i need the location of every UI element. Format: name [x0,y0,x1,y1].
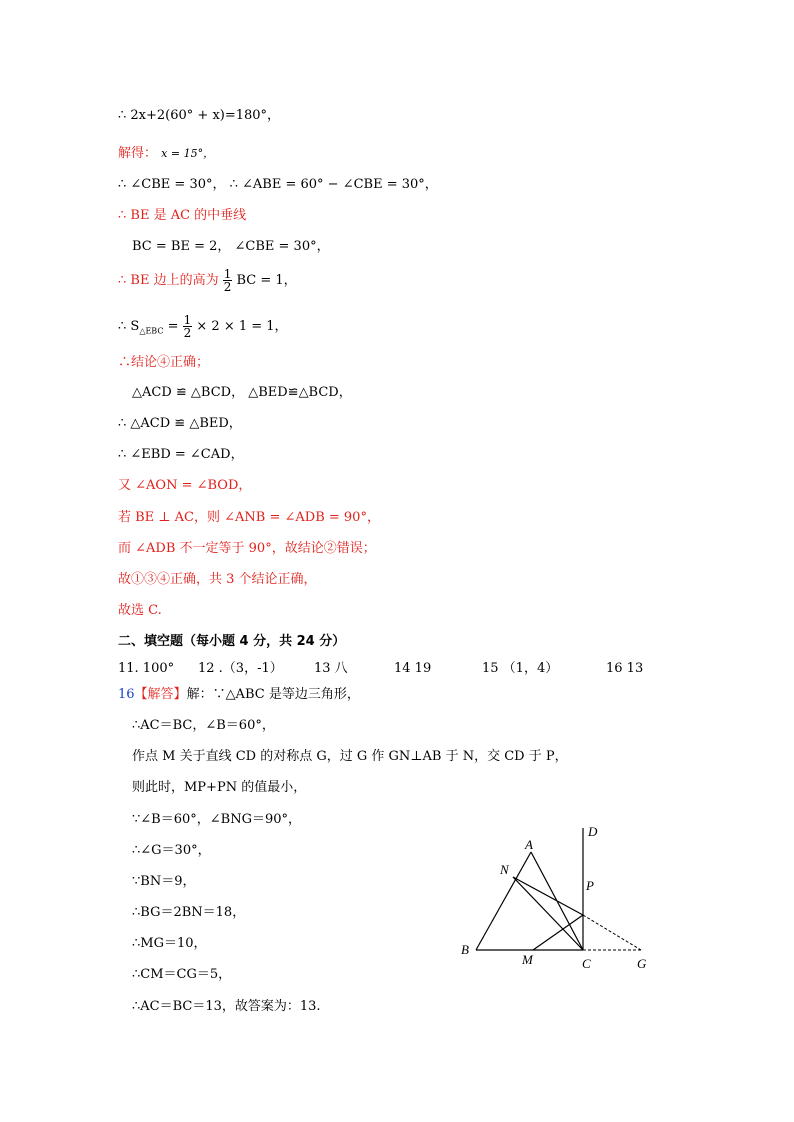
equation-line: ∴ 2x+2(60° + x)=180°， [118,108,281,123]
height-line [118,268,297,293]
conclusion-2-line: 而 ∠ADB 不一定等于 90°，故结论②错误； [118,541,376,556]
solve-line [118,146,214,162]
summary-line: 故①③④正确，共 3 个结论正确， [118,572,317,587]
answer-tag: 【解答】 [134,687,187,702]
perpendicular-line: 若 BE ⊥ AC，则 ∠ANB = ∠ADB = 90°， [118,510,380,525]
solution-step-9: ∴CM＝CG＝5， [132,967,232,982]
solution-heading [118,687,360,703]
answer-row [118,661,678,677]
area-symbol: ∴ S [118,319,140,334]
answer-12: 12 .（3，-1） [198,661,283,676]
fraction-numerator: 1 [223,267,232,281]
area-line [118,314,288,340]
fraction-denominator: 2 [223,280,232,294]
congruence-result-line: ∴ △ACD ≌ △BED， [118,416,242,431]
area-eq: = [163,319,183,334]
fraction-numerator-2: 1 [183,313,192,327]
answer-11: 11. 100° [118,661,175,676]
solution-step-5: ∴∠G＝30°， [132,843,211,858]
answer-16: 16 13 [606,661,644,676]
answer-15: 15 （1，4） [482,661,559,676]
label-n: N [500,862,509,877]
solution-step-2: 作点 M 关于直线 CD 的对称点 G，过 G 作 GN⊥AB 于 N，交 CD 于 P， [132,749,568,764]
area-value: × 2 × 1 = 1， [196,319,288,334]
solution-step-7: ∴BG＝2BN＝18， [132,905,246,920]
solution-step-3: 则此时，MP+PN 的值最小， [132,780,307,795]
solution-step-6: ∵BN＝9， [132,874,196,889]
conclusion-4-line: ∴结论④正确； [118,355,210,370]
solution-step-4: ∵∠B＝60°，∠BNG＝90°， [132,812,302,827]
fraction-denominator-2: 2 [183,326,192,340]
fraction-half-2 [183,314,193,339]
vertical-angle-line: 又 ∠AON = ∠BOD， [118,478,252,493]
answer-line: 故选 C. [118,603,162,618]
fraction-half [223,268,233,293]
congruence-line: △ACD ≌ △BCD， △BED≌△BCD， [132,385,352,400]
label-a: A [525,837,533,852]
label-b: B [461,942,469,957]
height-value: BC = 1， [236,273,297,288]
label-p: P [586,878,594,893]
bisector-line: ∴ BE 是 AC 的中垂线 [118,208,247,223]
solve-label: 解得： [118,146,158,161]
segment-mp [533,915,583,950]
solution-intro: 解：∵△ABC 是等边三角形， [186,687,360,702]
label-m: M [522,952,533,967]
height-text: ∴ BE 边上的高为 [118,273,219,288]
answer-14: 14 19 [394,661,432,676]
solution-step-8: ∴MG＝10， [132,936,207,951]
label-d: D [588,824,598,839]
equal-sides-line: BC = BE = 2， ∠CBE = 30°， [132,239,330,254]
label-g: G [637,956,647,971]
segment-np [513,877,583,915]
solution-step-10: ∴AC＝BC＝13，故答案为：13. [132,999,321,1014]
solution-step-1: ∴AC＝BC，∠B＝60°， [132,718,275,733]
area-subscript: △EBC [139,326,164,336]
solve-value: x = 15°， [161,147,215,160]
angle-line: ∴ ∠CBE = 30°， ∴ ∠ABE = 60° − ∠CBE = 30°， [118,177,438,192]
geometry-figure [455,822,665,972]
label-c: C [582,956,591,971]
question-number: 16 [118,687,135,702]
segment-pg [583,915,641,950]
section-heading: 二、填空题（每小题 4 分，共 24 分） [118,634,346,649]
answer-13: 13 八 [314,661,348,676]
angle-equal-line: ∴ ∠EBD = ∠CAD， [118,447,244,462]
